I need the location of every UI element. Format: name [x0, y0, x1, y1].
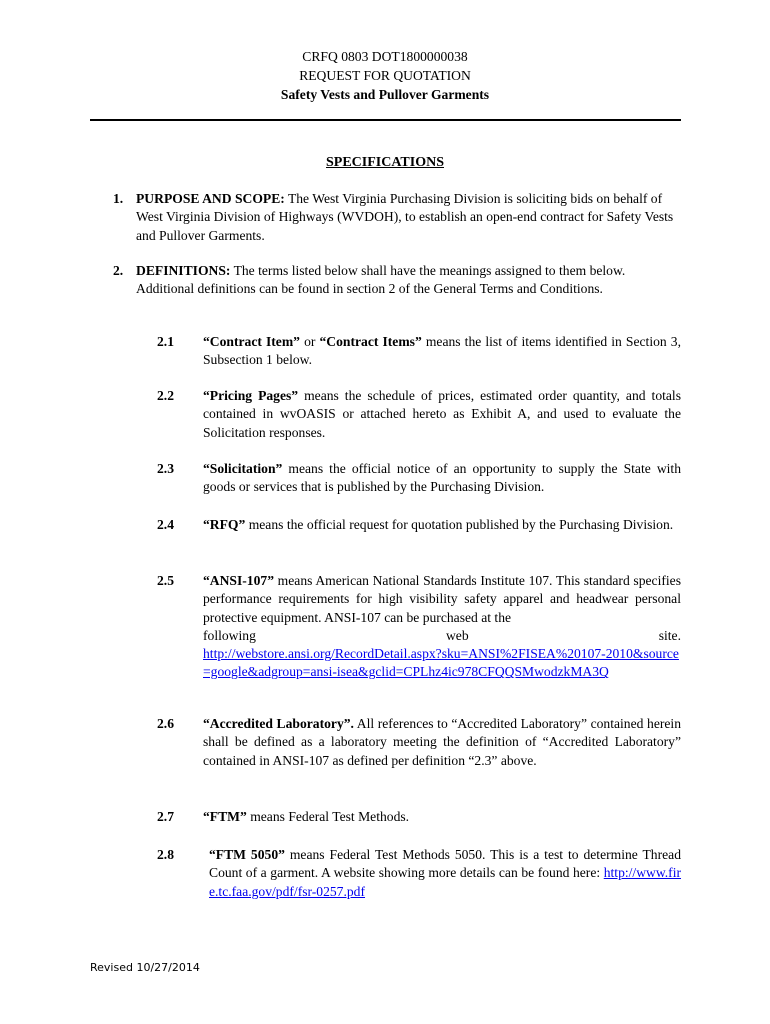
definition-term: “Solicitation” [203, 461, 283, 476]
section-body [136, 190, 681, 245]
definition-number: 2.2 [157, 388, 174, 403]
definition-number: 2.8 [157, 847, 174, 862]
definition-number: 2.3 [157, 461, 174, 476]
faa-report-link[interactable]: http://www.fire.tc.faa.gov/pdf/fsr-0257.pdf [209, 865, 681, 899]
definition-number: 2.1 [157, 334, 174, 349]
definition-number: 2.4 [157, 517, 174, 532]
definition-body: means the official request for quotation published by the Purchasing Division. [245, 517, 674, 532]
section-purpose [113, 190, 681, 245]
ansi-store-link[interactable]: http://webstore.ansi.org/RecordDetail.aspx?sku=ANSI%2FISEA%20107-2010&source=google&adgroup=ansi-isea&gclid=CPLhz4ic978CFQQSMwodzkMA3Q [203, 646, 679, 680]
definition-term: “ANSI-107” [203, 573, 274, 588]
definition-text [203, 572, 681, 682]
header-divider [90, 119, 681, 121]
definition-term: “Contract Items” [319, 334, 422, 349]
word: following [203, 627, 256, 643]
definition-body: means Federal Test Methods 5050. This is a test to determine Thread Count of a garment. A website showing more details can be found here: [209, 847, 681, 881]
word: site. [658, 627, 681, 643]
definition-2-4 [157, 516, 681, 534]
definition-term: “Contract Item” [203, 334, 300, 349]
definition-connector: or [299, 334, 320, 349]
document-type: REQUEST FOR QUOTATION [299, 68, 471, 83]
definition-2-1 [157, 333, 681, 370]
definition-term: “FTM 5050” [209, 847, 285, 862]
solicitation-number: CRFQ 0803 DOT1800000038 [302, 49, 468, 64]
definition-term: “FTM” [203, 809, 247, 824]
definition-text [209, 846, 681, 901]
specifications-title: SPECIFICATIONS [326, 155, 444, 170]
justified-line [203, 627, 681, 645]
revision-date: Revised 10/27/2014 [90, 961, 200, 974]
definition-body: means Federal Test Methods. [246, 809, 410, 824]
definition-2-5 [157, 572, 681, 682]
definition-term: “Accredited Laboratory”. [203, 716, 354, 731]
definition-body: All references to “Accredited Laboratory” contained herein shall be defined as a laboratory meeting the definition of “Accredited Laboratory” contained in ANSI-107 as defined per definition “2.3” above. [203, 716, 681, 768]
definition-2-6 [157, 715, 681, 770]
definition-text [203, 387, 681, 442]
definition-text [203, 516, 681, 534]
definition-term: “RFQ” [203, 517, 246, 532]
definition-text [203, 808, 681, 826]
definition-2-2 [157, 387, 681, 442]
definition-text [203, 333, 681, 370]
definition-2-7 [157, 808, 681, 826]
definition-body: means the list of items identified in Section 3, Subsection 1 below. [203, 334, 681, 368]
definition-text [203, 460, 681, 497]
definition-number: 2.5 [157, 573, 174, 588]
section-definitions [113, 262, 681, 299]
definition-2-3 [157, 460, 681, 497]
section-number: 1. [113, 191, 124, 206]
definition-text [203, 715, 681, 770]
document-subject: Safety Vests and Pullover Garments [280, 87, 490, 102]
section-text: The terms listed below shall have the meanings assigned to them below. Additional definitions can be found in section 2 of the General Terms and Conditions. [136, 263, 626, 297]
definition-number: 2.6 [157, 716, 174, 731]
section-body [136, 262, 681, 299]
definition-term: “Pricing Pages” [203, 388, 299, 403]
section-heading: PURPOSE AND SCOPE: [136, 191, 285, 206]
definition-2-8 [157, 846, 681, 901]
section-number: 2. [113, 263, 124, 278]
definition-body: means American National Standards Institute 107. This standard specifies performance requirements for high visibility safety apparel and headwear personal protective equipment. ANSI-107 can be purchased at the [203, 573, 681, 625]
definition-body: means the schedule of prices, estimated order quantity, and totals contained in wvOASIS or attached hereto as Exhibit A, and used to evaluate the Solicitation responses. [203, 388, 681, 440]
word: web [445, 627, 469, 643]
definition-body: means the official notice of an opportunity to supply the State with goods or services that is published by the Purchasing Division. [203, 461, 681, 495]
section-heading: DEFINITIONS: [136, 263, 231, 278]
definition-number: 2.7 [157, 809, 174, 824]
section-text: The West Virginia Purchasing Division is soliciting bids on behalf of West Virginia Division of Highways (WVDOH), to establish an open-end contract for Safety Vests and Pullover Garments. [136, 191, 674, 243]
document-header [0, 47, 770, 104]
